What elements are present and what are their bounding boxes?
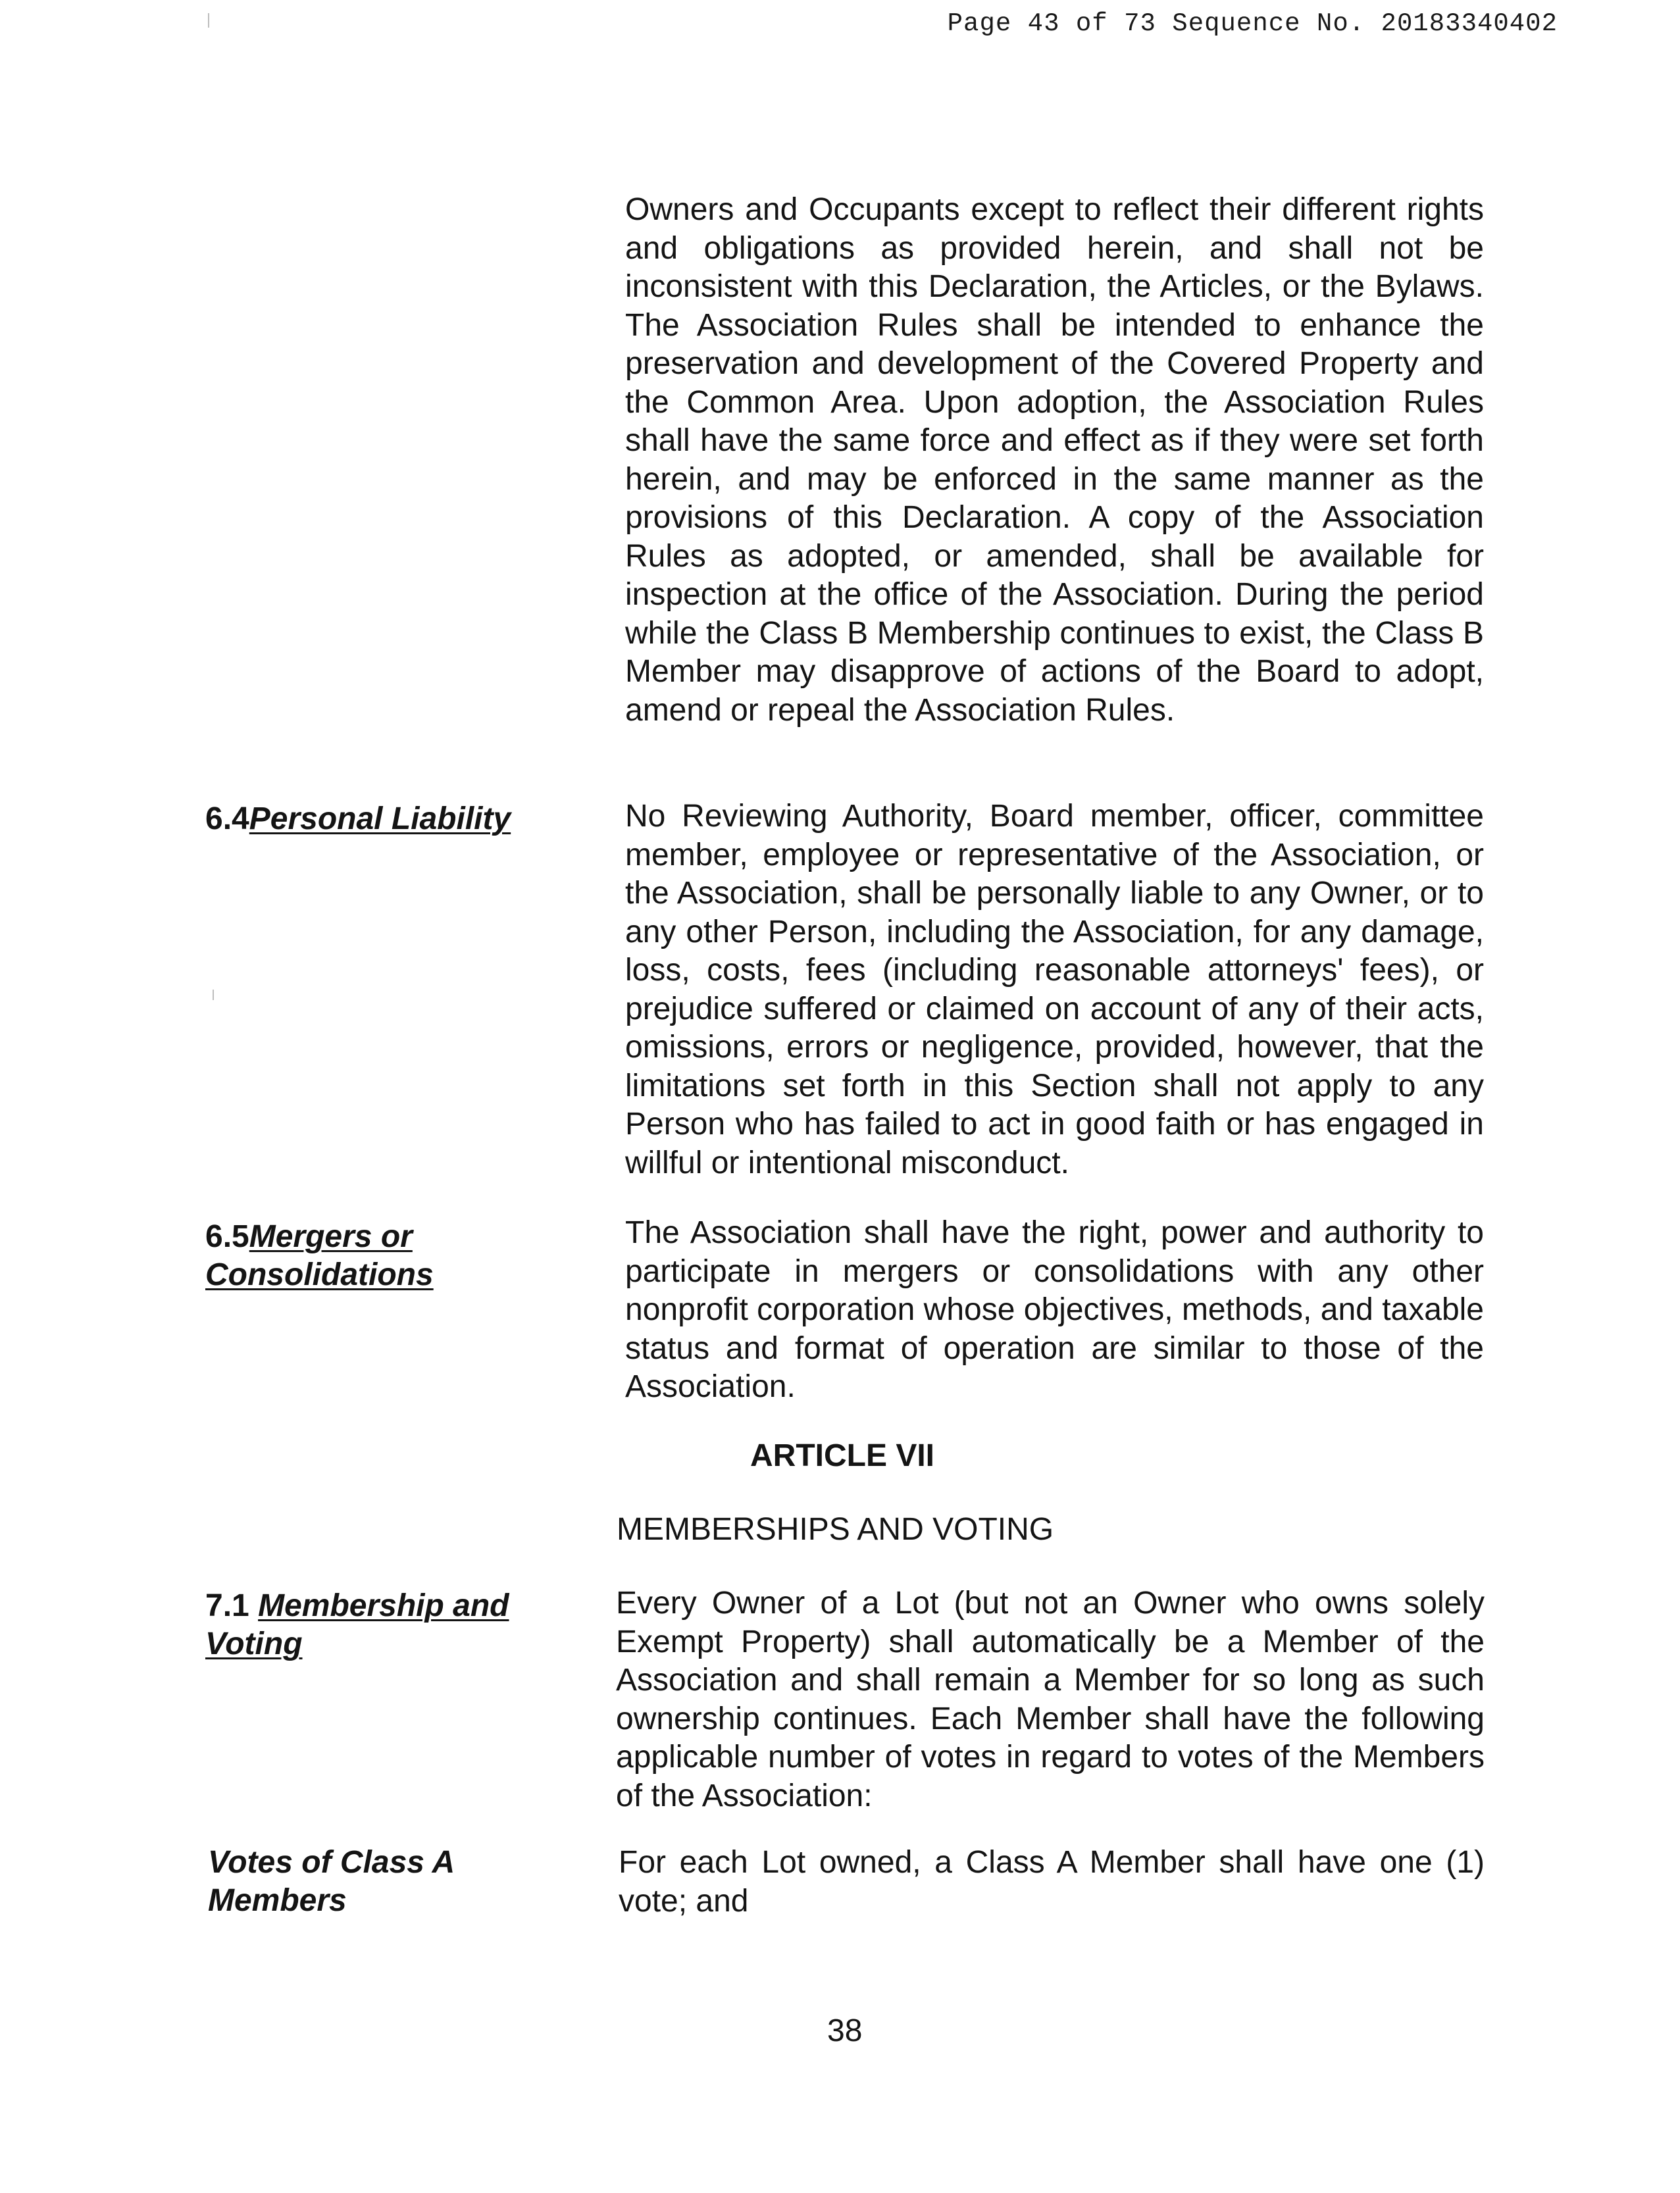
section-7-1-heading	[205, 1587, 509, 1663]
section-title-line2: Consolidations	[205, 1257, 434, 1292]
class-a-title-line1: Votes of Class A	[208, 1845, 455, 1880]
section-number: 6.5	[205, 1219, 249, 1254]
continuation-paragraph: Owners and Occupants except to reflect their different rights and obligations as provided herein, and shall not be inconsistent with this Declaration, the Articles, or the Bylaws. The Association Rules shall be intended to enhance the preservation and development of the Covered Property and the Common Area. Upon adoption, the Association Rules shall have the same force and effect as if they were set forth herein, and may be enforced in the same manner as the provisions of this Declaration. A copy of the Association Rules as adopted, or amended, shall be available for inspection at the office of the Association. During the period while the Class B Membership continues to exist, the Class B Member may disapprove of actions of the Board to adopt, amend or repeal the Association Rules.	[625, 192, 1484, 728]
section-6-4-text: No Reviewing Authority, Board member, officer, committee member, employee or representative of the Association, or the Association, shall be personally liable to any Owner, or to any other Person, including the Association, for any damage, loss, costs, fees (including reasonable attorneys' fees), or prejudice suffered or claimed on account of any of their acts, omissions, errors or negligence, provided, however, that the limitations set forth in this Section shall not apply to any Person who has failed to act in good faith or has engaged in willful or intentional misconduct.	[625, 799, 1484, 1180]
section-6-5-heading	[205, 1218, 434, 1294]
article-subheading: MEMBERSHIPS AND VOTING	[617, 1512, 1054, 1547]
section-title-line1: Mergers or	[249, 1219, 413, 1254]
page-number: 38	[827, 2013, 863, 2048]
section-7-1-text: Every Owner of a Lot (but not an Owner who owns solely Exempt Property) shall automatically be a Member of the Association and shall remain a Member for so long as such ownership continues. Each Member shall have the following applicable number of votes in regard to votes of the Members of the Association:	[616, 1586, 1485, 1813]
class-a-title-line2: Members	[208, 1883, 347, 1918]
class-a-votes-heading	[208, 1844, 455, 1920]
section-6-4-heading	[205, 800, 511, 838]
section-title: Personal Liability	[249, 801, 511, 836]
scan-speck	[213, 990, 214, 1000]
page-header: Page 43 of 73 Sequence No. 20183340402	[947, 9, 1558, 38]
section-number: 7.1	[205, 1588, 249, 1623]
section-number: 6.4	[205, 801, 249, 836]
article-heading: ARTICLE VII	[750, 1438, 935, 1473]
section-6-5-text: The Association shall have the right, power and authority to participate in mergers or consolidations with any other nonprofit corporation whose objectives, methods, and taxable status and format of operation are similar to those of the Association.	[625, 1215, 1484, 1404]
scan-speck	[208, 13, 209, 28]
section-title-line2: Voting	[205, 1626, 303, 1661]
section-title-line1: Membership and	[258, 1588, 509, 1623]
class-a-votes-text: For each Lot owned, a Class A Member shall have one (1) vote; and	[619, 1845, 1485, 1919]
